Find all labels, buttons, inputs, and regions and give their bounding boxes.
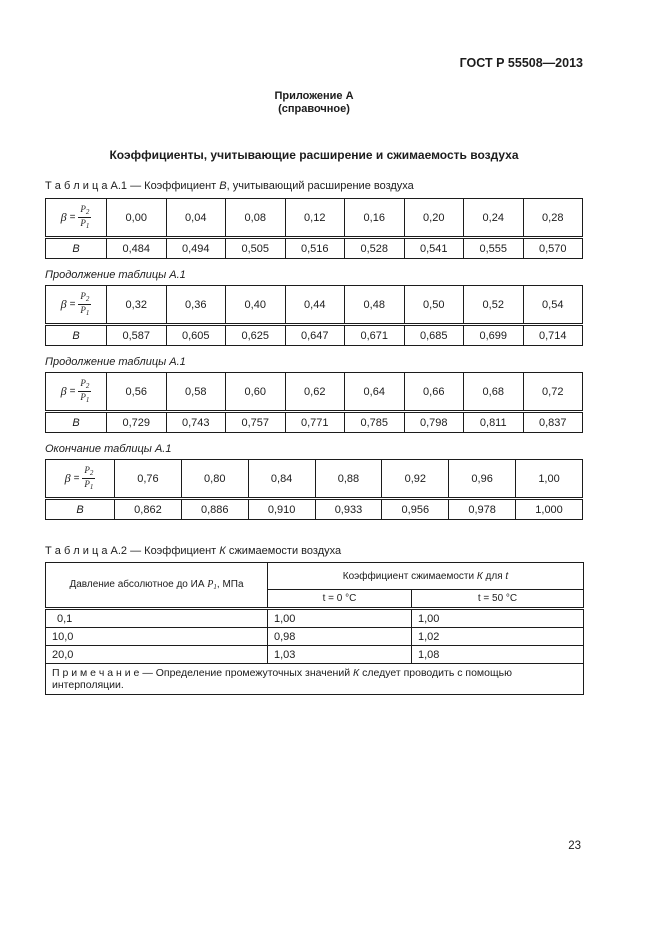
t50-column-header: t = 50 °С: [412, 590, 584, 609]
p1-symbol: $Р_1$: [207, 579, 217, 591]
pressure-cell: 20,0: [46, 646, 268, 664]
table-a1-part-4-title: Окончание таблицы А.1: [45, 443, 172, 455]
b-coefficient-row: [46, 499, 583, 520]
beta-formula-cell: [46, 373, 107, 412]
table-a2-data-row: [46, 609, 584, 628]
beta-header-row: [46, 286, 583, 325]
beta-value-cell: 0,68: [464, 373, 524, 412]
fraction-numerator: $P_2$: [80, 204, 90, 216]
b-value-cell: 0,910: [248, 499, 315, 520]
b-value-cell: 0,516: [285, 238, 345, 259]
appendix-subtitle: (справочное): [278, 103, 350, 115]
b-value-cell: 0,494: [166, 238, 226, 259]
table-a2-caption-symbol: К: [219, 545, 226, 557]
table-a1-part-3-title: Продолжение таблицы А.1: [45, 356, 186, 368]
k-value-cell: 1,03: [268, 646, 412, 664]
appendix-heading: [45, 90, 583, 116]
b-value-cell: 0,714: [523, 325, 583, 346]
b-value-cell: 0,570: [523, 238, 583, 259]
b-value-cell: 0,837: [523, 412, 583, 433]
k-symbol: К: [353, 667, 360, 679]
beta-value-cell: 0,60: [226, 373, 286, 412]
page-title: Коэффициенты, учитывающие расширение и сжимаемость воздуха: [109, 148, 519, 162]
beta-header-row: [46, 460, 583, 499]
table-a1-part-1: [45, 198, 583, 259]
fraction-denominator: $P_1$: [80, 305, 90, 317]
b-value-cell: 0,625: [226, 325, 286, 346]
table-a1-caption-post: , учитывающий расширение воздуха: [226, 180, 414, 192]
b-coefficient-row: [46, 325, 583, 346]
b-value-cell: 0,757: [226, 412, 286, 433]
pressure-ratio-fraction: [78, 292, 91, 317]
pressure-column-header: Давление абсолютное до ИА $Р_1$, МПа: [46, 563, 268, 609]
b-value-cell: 0,771: [285, 412, 345, 433]
table-a2-caption: [45, 545, 583, 558]
beta-formula: [61, 292, 92, 317]
b-value-cell: 0,785: [345, 412, 405, 433]
beta-value-cell: 0,50: [404, 286, 464, 325]
b-value-cell: 0,811: [464, 412, 524, 433]
b-value-cell: 0,886: [181, 499, 248, 520]
k-value-cell: 1,08: [412, 646, 584, 664]
beta-value-cell: 0,92: [382, 460, 449, 499]
pressure-ratio-fraction: [78, 379, 91, 404]
b-value-cell: 0,685: [404, 325, 464, 346]
equals-sign: =: [69, 212, 76, 223]
fraction-denominator: $P_1$: [84, 479, 94, 491]
beta-value-cell: 0,52: [464, 286, 524, 325]
beta-symbol: β: [64, 471, 71, 485]
k-value-cell: 1,02: [412, 628, 584, 646]
table-a1-caption: [45, 180, 583, 193]
beta-value-cell: 0,04: [166, 199, 226, 238]
beta-symbol: β: [60, 384, 67, 398]
beta-value-cell: 0,00: [107, 199, 167, 238]
t0-column-header: t = 0 °С: [268, 590, 412, 609]
caption-dash: —: [130, 180, 142, 192]
k-value-cell: 1,00: [268, 609, 412, 628]
fraction-numerator: $P_2$: [80, 378, 90, 390]
beta-value-cell: 0,96: [449, 460, 516, 499]
b-label-cell: В: [46, 499, 115, 520]
beta-value-cell: 0,84: [248, 460, 315, 499]
b-value-cell: 0,587: [107, 325, 167, 346]
b-value-cell: 0,729: [107, 412, 167, 433]
table-a1-part-3: [45, 372, 583, 433]
equals-sign: =: [73, 473, 80, 484]
beta-value-cell: 0,20: [404, 199, 464, 238]
beta-value-cell: 0,36: [166, 286, 226, 325]
b-value-cell: 0,528: [345, 238, 405, 259]
doc-number: ГОСТ Р 55508—2013: [459, 56, 583, 70]
beta-value-cell: 0,24: [464, 199, 524, 238]
fraction-numerator: $P_2$: [80, 291, 90, 303]
pressure-cell: 10,0: [46, 628, 268, 646]
b-value-cell: 0,484: [107, 238, 167, 259]
beta-symbol: β: [60, 210, 67, 224]
beta-value-cell: 0,66: [404, 373, 464, 412]
b-value-cell: 0,647: [285, 325, 345, 346]
beta-value-cell: 0,48: [345, 286, 405, 325]
table-a1-part-2: [45, 285, 583, 346]
table-a1-caption-symbol: В: [219, 180, 227, 192]
b-value-cell: 0,541: [404, 238, 464, 259]
beta-value-cell: 0,08: [226, 199, 286, 238]
beta-formula-cell: [46, 199, 107, 238]
table-a2-data-row: [46, 628, 584, 646]
table-a1-caption-pre: Коэффициент: [144, 180, 217, 192]
beta-value-cell: 0,62: [285, 373, 345, 412]
b-label-cell: В: [46, 238, 107, 259]
beta-value-cell: 0,88: [315, 460, 382, 499]
table-a2-note-row: [46, 664, 584, 695]
beta-formula: [65, 466, 96, 491]
pressure-ratio-fraction: [78, 205, 91, 230]
t-symbol: t: [505, 570, 509, 582]
beta-value-cell: 0,44: [285, 286, 345, 325]
beta-value-cell: 0,58: [166, 373, 226, 412]
beta-formula-cell: [46, 286, 107, 325]
caption-dash: —: [130, 545, 142, 557]
table-a2: [45, 562, 584, 695]
table-a2-header-row-1: [46, 563, 584, 590]
table-a1-caption-label: Т а б л и ц а А.1: [45, 180, 128, 192]
appendix-title: Приложение А: [274, 90, 354, 102]
pressure-cell: 0,1: [46, 609, 268, 628]
beta-formula: [61, 205, 92, 230]
beta-header-row: [46, 199, 583, 238]
equals-sign: =: [69, 299, 76, 310]
beta-value-cell: 0,56: [107, 373, 167, 412]
b-label-cell: В: [46, 325, 107, 346]
beta-value-cell: 0,40: [226, 286, 286, 325]
beta-value-cell: 0,64: [345, 373, 405, 412]
beta-symbol: β: [60, 297, 67, 311]
pressure-ratio-fraction: [82, 466, 95, 491]
beta-header-row: [46, 373, 583, 412]
b-value-cell: 0,862: [115, 499, 182, 520]
beta-formula-cell: [46, 460, 115, 499]
k-coefficient-span-header: Коэффициент сжимаемости К для t: [268, 563, 584, 590]
beta-value-cell: 0,54: [523, 286, 583, 325]
b-value-cell: 0,743: [166, 412, 226, 433]
beta-formula: [61, 379, 92, 404]
b-value-cell: 0,605: [166, 325, 226, 346]
b-value-cell: 0,555: [464, 238, 524, 259]
table-a1-part-2-title: Продолжение таблицы А.1: [45, 269, 186, 281]
page-number: 23: [568, 840, 581, 852]
table-a2-caption-pre: Коэффициент: [144, 545, 217, 557]
k-value-cell: 1,00: [412, 609, 584, 628]
table-a2-caption-post: сжимаемости воздуха: [228, 545, 342, 557]
fraction-denominator: $P_1$: [80, 218, 90, 230]
beta-value-cell: 0,80: [181, 460, 248, 499]
beta-value-cell: 1,00: [516, 460, 583, 499]
fraction-denominator: $P_1$: [80, 392, 90, 404]
b-value-cell: 0,956: [382, 499, 449, 520]
b-value-cell: 0,671: [345, 325, 405, 346]
beta-value-cell: 0,76: [115, 460, 182, 499]
table-a2-data-row: [46, 646, 584, 664]
b-value-cell: 0,978: [449, 499, 516, 520]
b-coefficient-row: [46, 238, 583, 259]
note-cell: П р и м е ч а н и е — Определение промежуточных значений К следует проводить с помощью интерполяции.: [46, 664, 584, 695]
beta-value-cell: 0,28: [523, 199, 583, 238]
b-value-cell: 0,699: [464, 325, 524, 346]
b-value-cell: 0,505: [226, 238, 286, 259]
fraction-numerator: $P_2$: [84, 465, 94, 477]
note-label: П р и м е ч а н и е: [52, 667, 140, 679]
b-value-cell: 0,933: [315, 499, 382, 520]
beta-value-cell: 0,12: [285, 199, 345, 238]
k-symbol: К: [476, 570, 483, 582]
beta-value-cell: 0,32: [107, 286, 167, 325]
beta-value-cell: 0,16: [345, 199, 405, 238]
table-a2-caption-label: Т а б л и ц а А.2: [45, 545, 128, 557]
b-value-cell: 1,000: [516, 499, 583, 520]
beta-value-cell: 0,72: [523, 373, 583, 412]
k-value-cell: 0,98: [268, 628, 412, 646]
table-a1-part-4: [45, 459, 583, 520]
equals-sign: =: [69, 386, 76, 397]
b-label-cell: В: [46, 412, 107, 433]
b-coefficient-row: [46, 412, 583, 433]
b-value-cell: 0,798: [404, 412, 464, 433]
